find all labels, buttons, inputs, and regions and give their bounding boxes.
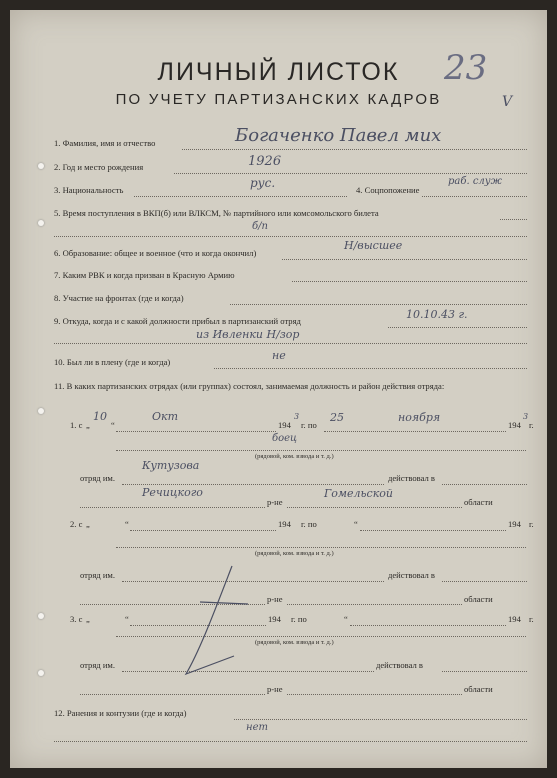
- document-sheet: ЛИЧНЫЙ ЛИСТОК ПО УЧЕТУ ПАРТИЗАНСКИХ КАДРОВ 23 V 1. Фамилия, имя и отчество Богаченко Павел мих 2. Год и место рождения 1926 3. Национальность рус. 4. Соцпопожение раб. служ 5. Время поступления в ВКП(б) или ВЛКСМ, № партийного или комсомольского билета б/п 6. Образование: общее и военное (что и когда окончил) Н/высшее 7. Каким РВК и когда призван в Красную Армию 8. Участие на фронтах (где и когда) 9. Откуда, когда и с какой должности прибыл в партизанский отряд 10.10.43 г. из Ивленки Н/зор 10. Был ли в плену (где и когда) не 11. В каких партизанских отрядах (или группах) состоял, занимаемая должность и район действия отряда: 1. с „ 10 “ Окт 194 3 г. по 25 ноября 194 3 г. боец (рядовой, ком. взвода и т. д.) отряд им. Кутузова действовал в Речицкого р-не Гомельской области 2. с „ “ 194 г. по “ 194 г. (рядовой, ком. взвода и т. д.) отряд им. действовал в р-не области 3. с „ “ 194 г. по “ 194 г. (рядовой, ком. взвода и т. д.) отряд им. действовал в р-не области 12. Ранения и контузии (где и когда) нет: [10, 10, 547, 768]
- field-9-value-2: из Ивленки Н/зор: [196, 328, 300, 341]
- entry-1-unit: Кутузова: [142, 459, 200, 472]
- field-1-label: 1. Фамилия, имя и отчество: [54, 138, 156, 148]
- field-5-value: б/п: [252, 221, 268, 232]
- field-4-label: 4. Соцпопожение: [356, 185, 420, 195]
- entry-1-role: боец: [272, 433, 298, 444]
- field-5-label: 5. Время поступления в ВКП(б) или ВЛКСМ, № партийного или комсомольского билета: [54, 208, 379, 218]
- check-mark: V: [502, 94, 513, 110]
- field-6-label: 6. Образование: общее и военное (что и когда окончил): [54, 248, 257, 258]
- field-1-value: Богаченко Павел мих: [235, 125, 442, 146]
- entry-3-number: 3. с: [70, 614, 83, 624]
- field-8-label: 8. Участие на фронтах (где и когда): [54, 293, 184, 303]
- form-subtitle: ПО УЧЕТУ ПАРТИЗАНСКИХ КАДРОВ: [115, 91, 442, 108]
- entry-1-to-day: 25: [330, 411, 344, 424]
- field-3-label: 3. Национальность: [54, 185, 124, 195]
- entry-1-to-month: ноября: [398, 411, 441, 424]
- field-2-value: 1926: [248, 154, 282, 169]
- field-12-line-2: [54, 741, 527, 742]
- field-3-value: рус.: [250, 176, 276, 190]
- field-7-label: 7. Каким РВК и когда призван в Красную Армию: [54, 270, 235, 280]
- field-10-label: 10. Был ли в плену (где и когда): [54, 357, 171, 367]
- field-4-value: раб. служ: [448, 176, 502, 187]
- field-6-value: Н/высшее: [344, 239, 403, 252]
- field-9-value: 10.10.43 г.: [406, 308, 468, 321]
- strike-through-marks: [10, 10, 547, 768]
- entry-1-district: Речицкого: [142, 486, 203, 499]
- entry-1-region: Гомельской: [324, 487, 393, 500]
- entry-1-month: Окт: [152, 410, 179, 423]
- field-10-value: не: [272, 349, 286, 362]
- entry-2-number: 2. с: [70, 519, 83, 529]
- field-9-label: 9. Откуда, когда и с какой должности прибыл в партизанский отряд: [54, 316, 301, 326]
- entry-1-number: 1. с: [70, 420, 83, 430]
- form-title: ЛИЧНЫЙ ЛИСТОК: [157, 58, 400, 86]
- field-12-value: нет: [246, 722, 268, 733]
- field-12-label: 12. Ранения и контузии (где и когда): [54, 708, 187, 718]
- entry-1-day: 10: [93, 410, 107, 423]
- field-11-label: 11. В каких партизанских отрядах (или группах) состоял, занимаемая должность и район действия отряда:: [54, 381, 445, 391]
- field-12-line: [234, 719, 527, 720]
- corner-number: 23: [444, 48, 488, 88]
- field-2-label: 2. Год и место рождения: [54, 162, 144, 172]
